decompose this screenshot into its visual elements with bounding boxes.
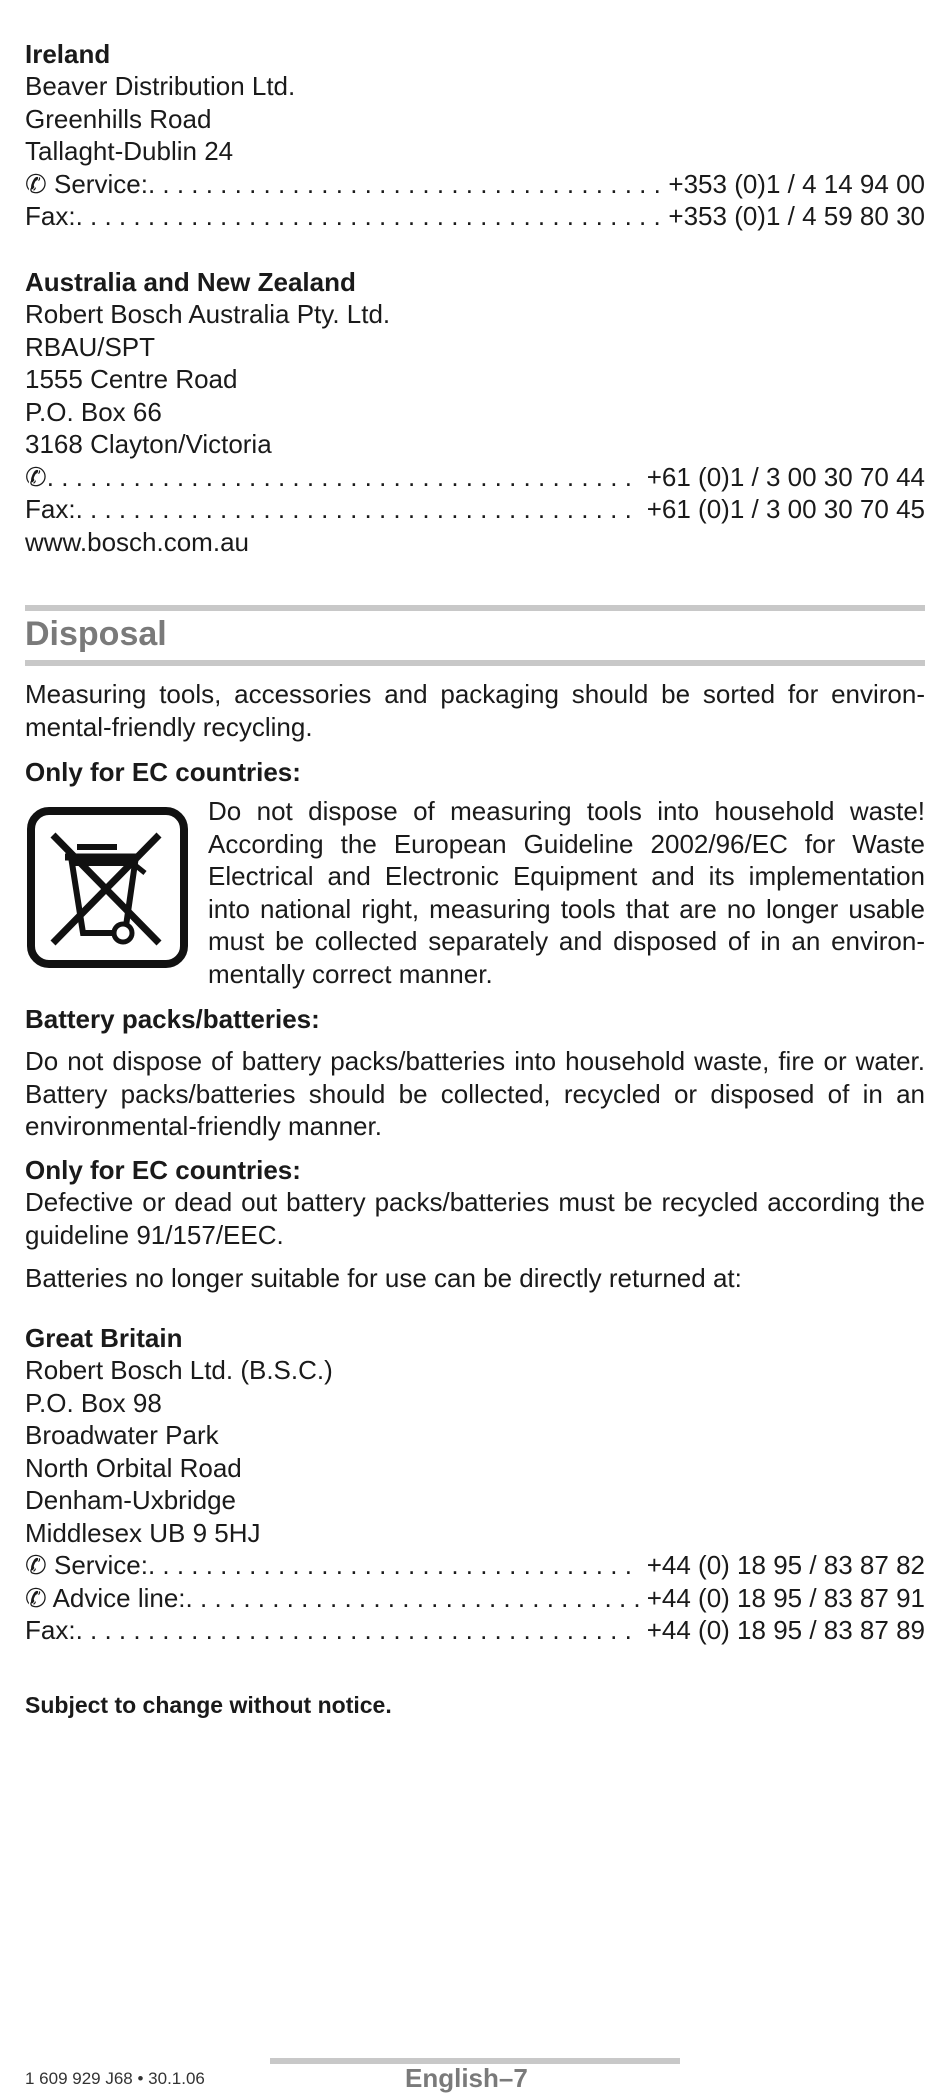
battery-heading: Battery packs/batteries: (25, 1004, 320, 1034)
address-line: North Orbital Road (25, 1452, 242, 1483)
dot-leader (186, 1582, 641, 1615)
fax-label: Fax: (25, 201, 76, 231)
address-line: Beaver Distribution Ltd. (25, 71, 296, 101)
dot-leader (148, 1549, 641, 1582)
service-label: ✆ Service: (25, 1550, 148, 1580)
battery-text: Do not dispose of battery packs/batteries into household waste, fire or water. Battery packs/batteries should be collected, recycled or disposed of in an environmental-friendly manner. (25, 1046, 925, 1141)
change-notice: Subject to change without notice. (25, 1692, 392, 1718)
dot-leader (148, 168, 662, 201)
country-heading: Ireland (25, 39, 111, 69)
fax-number: +61 (0)1 / 3 00 30 70 45 (646, 494, 925, 524)
fax-label: Fax: (25, 1615, 76, 1645)
ec2-text: Defective or dead out battery packs/batteries must be recycled according the guideline 91/157/EEC. (25, 1187, 925, 1250)
address-line: Denham-Uxbridge (25, 1485, 236, 1515)
address-ireland (25, 38, 925, 233)
dot-leader (76, 200, 663, 233)
address-line: 1555 Centre Road (25, 364, 238, 394)
address-line: Broadwater Park (25, 1420, 219, 1450)
ec-heading: Only for EC countries: (25, 757, 301, 787)
address-line: Robert Bosch Australia Pty. Ltd. (25, 299, 391, 329)
address-line: P.O. Box 98 (25, 1387, 162, 1418)
section-title: Disposal (25, 615, 167, 653)
advice-number: +44 (0) 18 95 / 83 87 91 (646, 1582, 925, 1613)
dot-leader (76, 1614, 641, 1647)
phone-number: +61 (0)1 / 3 00 30 70 44 (646, 461, 925, 492)
fax-label: Fax: (25, 494, 76, 524)
phone-label: ✆ (25, 461, 47, 492)
battery-block (25, 1003, 925, 1143)
address-line: Robert Bosch Ltd. (B.S.C.) (25, 1355, 333, 1385)
disposal-intro-text: Measuring tools, accessories and packaging should be sorted for environ-mental-friendly recycling. (25, 679, 925, 742)
footer-page-label: English–7 (405, 2063, 528, 2093)
fax-row (25, 1614, 925, 1647)
service-label: ✆ Service: (25, 168, 148, 199)
address-australia (25, 266, 925, 558)
ec2-block (25, 1154, 925, 1251)
footer-document-code: 1 609 929 J68 • 30.1.06 (25, 2069, 205, 2088)
section-rule-bottom (25, 660, 925, 666)
ec-disposal-text-block (208, 795, 925, 990)
service-number: +44 (0) 18 95 / 83 87 82 (646, 1550, 925, 1580)
advice-label: ✆ Advice line: (25, 1582, 186, 1613)
fax-number: +353 (0)1 / 4 59 80 30 (668, 201, 925, 231)
address-line: RBAU/SPT (25, 331, 156, 362)
dot-leader (47, 461, 641, 494)
website-link[interactable]: www.bosch.com.au (25, 526, 249, 557)
fax-number: +44 (0) 18 95 / 83 87 89 (646, 1615, 925, 1645)
dot-leader (76, 493, 641, 526)
service-row (25, 168, 925, 201)
ec2-heading: Only for EC countries: (25, 1155, 301, 1185)
advice-row (25, 1582, 925, 1615)
service-row (25, 1549, 925, 1582)
address-line: Tallaght-Dublin 24 (25, 136, 234, 166)
phone-row (25, 461, 925, 494)
section-rule-top (25, 605, 925, 611)
service-number: +353 (0)1 / 4 14 94 00 (668, 168, 925, 199)
ec-disposal-text: Do not dispose of measuring tools into household waste! According the European Guideline 2002/96/EC for Waste Electrical and Electronic Equipment and its implementation into national right, measuring tools that are no longer usable must be collected separately and disposed of in an environ-mentally correct manner. (208, 796, 925, 989)
ec-heading-block (25, 756, 925, 788)
country-heading: Australia and New Zealand (25, 267, 356, 297)
address-britain (25, 1322, 925, 1647)
address-line: 3168 Clayton/Victoria (25, 429, 272, 459)
returned-block (25, 1262, 925, 1295)
disposal-intro (25, 678, 925, 743)
address-line: Greenhills Road (25, 103, 212, 134)
country-heading: Great Britain (25, 1323, 183, 1353)
address-line: P.O. Box 66 (25, 396, 162, 427)
fax-row (25, 200, 925, 233)
notice-block (25, 1691, 925, 1719)
fax-row (25, 493, 925, 526)
returned-text: Batteries no longer suitable for use can be directly returned at: (25, 1263, 742, 1293)
address-line: Middlesex UB 9 5HJ (25, 1517, 261, 1548)
crossed-out-wheelie-bin-icon (25, 805, 190, 970)
